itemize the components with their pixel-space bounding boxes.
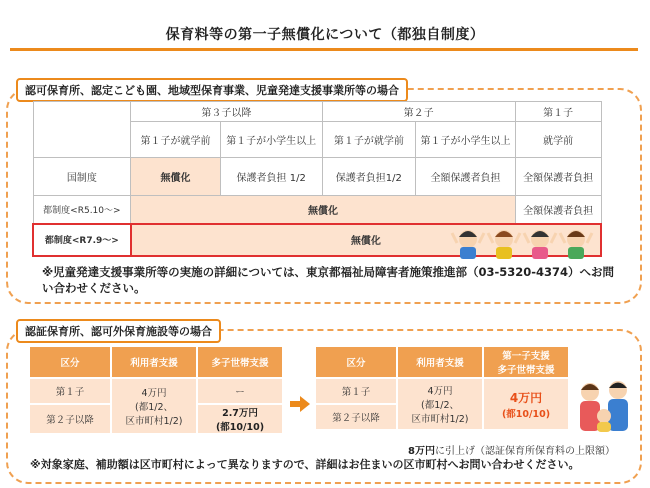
amount-value: 4万円 <box>509 390 543 405</box>
support-line: 4万円 <box>141 388 167 399</box>
subheader-cell: 第１子が小学生以上 <box>220 122 322 158</box>
table-corner-cell <box>33 102 131 158</box>
header-third-child: 第３子以降 <box>131 102 322 122</box>
support-line: (都1/2、 <box>421 400 459 411</box>
multi-child-amount-cell <box>198 403 284 433</box>
subheader-cell: 第１子が小学生以上 <box>416 122 516 158</box>
table-cell: 全額保護者負担 <box>416 158 516 196</box>
row-label: 第２子以降 <box>316 403 398 429</box>
child-figure <box>524 230 556 259</box>
amount-source: (都10/10) <box>501 408 551 420</box>
section2-note: ※対象家庭、補助額は区市町村によって異なりますので、詳細はお住まいの区市町村へお問い合わせください。 <box>30 458 580 471</box>
section1-badge: 認可保育所、認定こども園、地域型保育事業、児童発達支援事業所等の場合 <box>16 78 408 102</box>
parent-figure <box>580 383 600 431</box>
table-cell: 保護者負担1/2 <box>322 158 416 196</box>
arrow-right-icon <box>290 396 310 412</box>
header-cell: 利用者支援 <box>112 347 198 377</box>
family-illustration <box>572 378 636 434</box>
uplift-amount: 8万円 <box>408 446 435 457</box>
uplift-note <box>408 442 615 457</box>
subheader-cell: 第１子が就学前 <box>322 122 416 158</box>
row-label-national: 国制度 <box>33 158 131 196</box>
support-amount-cell <box>398 377 484 429</box>
child-figure <box>452 230 484 259</box>
baby-figure <box>597 409 611 432</box>
new-support-table <box>316 347 570 429</box>
amount-source: (都10/10) <box>215 422 265 433</box>
header-second-child: 第２子 <box>322 102 515 122</box>
table-cell-span-highlight: 無償化 <box>131 224 601 256</box>
first-child-amount-cell <box>484 377 570 429</box>
row-label: 第２子以降 <box>30 403 112 433</box>
table-cell: 保護者負担 1/2 <box>220 158 322 196</box>
support-line: (都1/2、 <box>135 402 173 413</box>
header-line: 第一子支援 <box>502 351 550 362</box>
support-line: 4万円 <box>427 386 453 397</box>
header-line: 多子世帯支援 <box>497 365 555 376</box>
section1-note: ※児童発達支援事業所等の実施の詳細については、東京都福祉局障害者施策推進部（03-5320-4374）へお問い合わせください。 <box>42 265 615 295</box>
row-label: 第１子 <box>30 377 112 403</box>
title-underline <box>10 48 638 51</box>
header-cell-combined <box>484 347 570 377</box>
table-cell: 全額保護者負担 <box>515 158 601 196</box>
section2-badge: 認証保育所、認可外保育施設等の場合 <box>16 319 221 343</box>
table-cell: 無償化 <box>131 158 221 196</box>
uplift-text: に引上げ（認証保育所保育料の上限額） <box>434 446 615 457</box>
subheader-cell: 第１子が就学前 <box>131 122 221 158</box>
header-first-child: 第１子 <box>515 102 601 122</box>
table-cell: ー <box>198 377 284 403</box>
row-label-metro-r7: 都制度<R7.9～> <box>33 224 131 256</box>
child-figure <box>488 230 520 259</box>
header-cell: 多子世帯支援 <box>198 347 284 377</box>
row-label-metro-r5: 都制度<R5.10～> <box>33 196 131 224</box>
amount-value: 2.7万円 <box>222 408 258 419</box>
table-cell: 全額保護者負担 <box>515 196 601 224</box>
children-illustration <box>448 223 598 259</box>
subheader-cell: 就学前 <box>515 122 601 158</box>
header-cell: 区分 <box>316 347 398 377</box>
header-cell: 区分 <box>30 347 112 377</box>
support-line: 区市町村1/2) <box>125 416 183 427</box>
parent-figure <box>608 381 628 431</box>
support-line: 区市町村1/2) <box>411 414 469 425</box>
current-support-table <box>30 347 284 433</box>
table-cell-span: 無償化 <box>131 196 516 224</box>
header-cell: 利用者支援 <box>398 347 484 377</box>
row-label: 第１子 <box>316 377 398 403</box>
support-amount-cell <box>112 377 198 433</box>
child-figure <box>560 230 592 259</box>
page-title: 保育料等の第一子無償化について（都独自制度） <box>165 27 485 43</box>
